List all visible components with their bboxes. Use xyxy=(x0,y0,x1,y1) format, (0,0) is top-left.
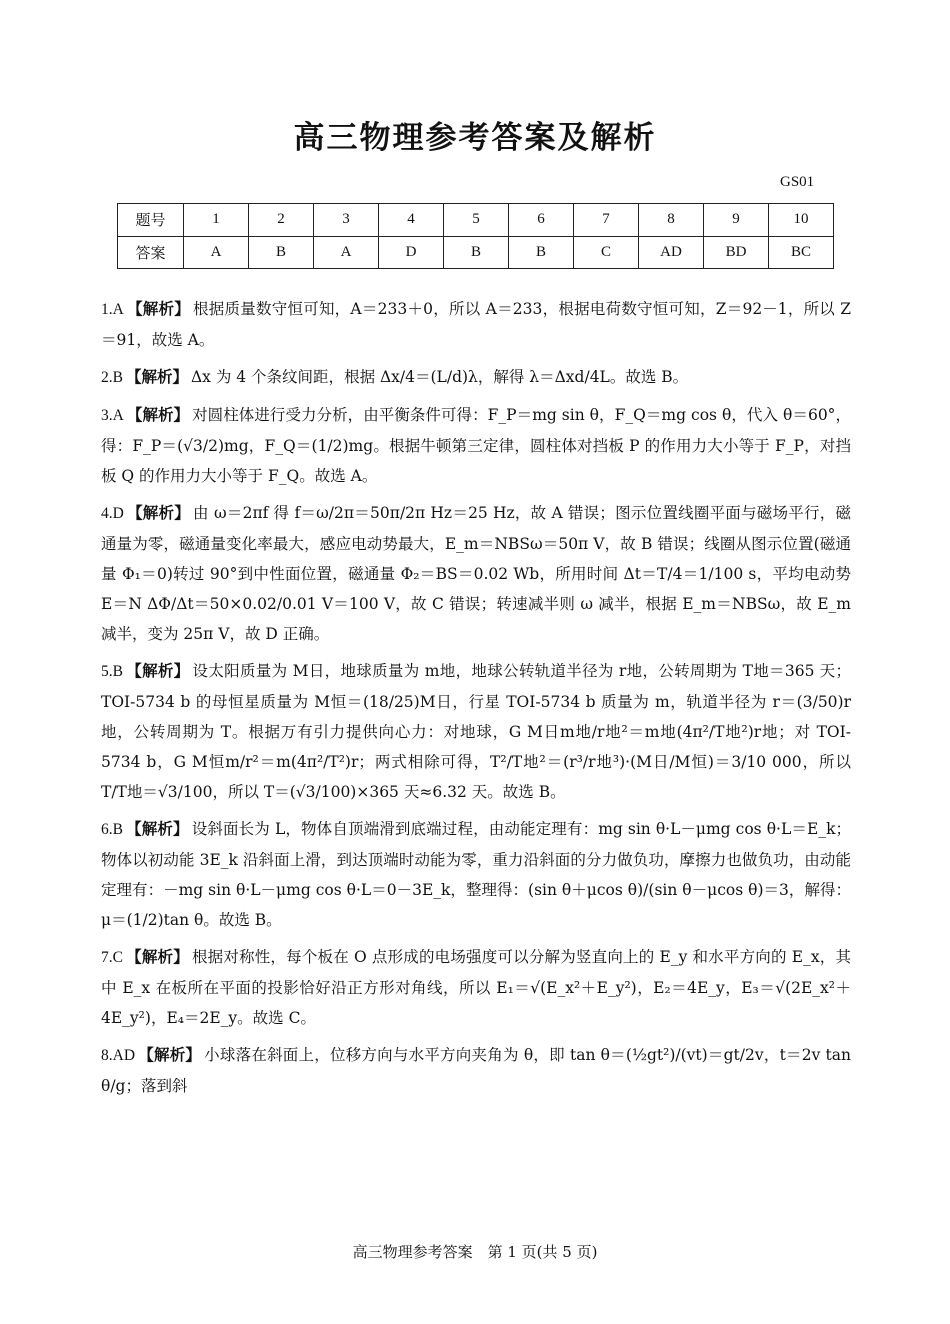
item-tag: 【解析】 xyxy=(126,405,190,424)
explanation-item-5 xyxy=(101,656,851,807)
explanation-item-8 xyxy=(101,1040,851,1101)
item-number: 7.C xyxy=(101,949,123,966)
item-text: 由 ω＝2πf 得 f＝ω/2π＝50π/2π Hz＝25 Hz，故 A 错误；图示位置线圈平面与磁场平行，磁通量为零，磁通量变化率最大，感应电动势最大，E_m＝NBSω＝50π V，故 B 错误；线圈从图示位置(磁通量 Φ₁＝0)转过 90°到中性面位置，磁通量 Φ₂＝BS＝0.02 Wb，所用时间 Δt＝T/4＝1/100 s，平均电动势 E＝N ΔΦ/Δt＝50×0.02/0.01 V＝100 V，故 C 错误；转速减半则 ω 减半，根据 E_m＝NBSω，故 E_m 减半，变为 25π V，故 D 正确。 xyxy=(101,504,851,643)
question-number: 1 xyxy=(184,204,249,237)
item-text: 根据对称性，每个板在 O 点形成的电场强度可以分解为竖直向上的 E_y 和水平方向的 E_x，其中 E_x 在板所在平面的投影恰好沿正方形对角线，所以 E₁＝√(E_x²＋E_y²)，E₂＝4E_y，E₃＝√(2E_x²＋4E_y²)，E₄＝2E_y。故选 C。 xyxy=(101,948,851,1027)
item-text: 对圆柱体进行受力分析，由平衡条件可得：F_P＝mg sin θ，F_Q＝mg cos θ，代入 θ＝60°，得：F_P＝(√3/2)mg，F_Q＝(1/2)mg。根据牛顿第三定律，圆柱体对挡板 P 的作用力大小等于 F_P，对挡板 Q 的作用力大小等于 F_Q。故选 A。 xyxy=(101,406,851,485)
question-number: 8 xyxy=(639,204,704,237)
item-text: 根据质量数守恒可知，A＝233＋0，所以 A＝233，根据电荷数守恒可知，Z＝92－1，所以 Z＝91，故选 A。 xyxy=(101,300,851,349)
answer-cell: BD xyxy=(704,236,769,269)
item-number: 8.AD xyxy=(101,1047,136,1064)
answer-cell: A xyxy=(314,236,379,269)
item-tag: 【解析】 xyxy=(125,819,189,838)
answer-cell: C xyxy=(574,236,639,269)
explanation-item-6 xyxy=(101,814,851,935)
question-number: 9 xyxy=(704,204,769,237)
page-title: 高三物理参考答案及解析 xyxy=(293,120,657,156)
item-number: 1.A xyxy=(101,301,124,318)
explanation-item-4 xyxy=(101,498,851,649)
item-tag: 【解析】 xyxy=(126,503,191,522)
question-number: 7 xyxy=(574,204,639,237)
question-number: 2 xyxy=(249,204,314,237)
explanations xyxy=(101,294,851,1108)
item-number: 2.B xyxy=(101,369,123,386)
explanation-item-1 xyxy=(101,294,851,355)
item-text: 设斜面长为 L，物体自顶端滑到底端过程，由动能定理有：mg sin θ·L－μmg cos θ·L＝E_k；物体以初动能 3E_k 沿斜面上滑，到达顶端时动能为零，重力沿斜面的分力做负功，摩擦力也做负功，由动能定理有：－mg sin θ·L－μmg cos θ·L＝0－3E_k，整理得：(sin θ＋μcos θ)/(sin θ－μcos θ)＝3，解得：μ＝(1/2)tan θ。故选 B。 xyxy=(101,820,851,929)
explanation-item-2 xyxy=(101,362,851,393)
item-number: 3.A xyxy=(101,407,124,424)
item-tag: 【解析】 xyxy=(138,1045,202,1064)
answer-cell: BC xyxy=(769,236,834,269)
item-number: 5.B xyxy=(101,663,123,680)
explanation-item-7 xyxy=(101,942,851,1033)
answer-cell: AD xyxy=(639,236,704,269)
item-tag: 【解析】 xyxy=(125,661,190,680)
row-label-number: 题号 xyxy=(118,204,184,237)
answer-cell: A xyxy=(184,236,249,269)
question-number: 6 xyxy=(509,204,574,237)
table-row-answers xyxy=(118,236,834,269)
answer-cell: B xyxy=(444,236,509,269)
answer-cell: D xyxy=(379,236,444,269)
item-number: 6.B xyxy=(101,821,123,838)
item-text: 小球落在斜面上，位移方向与水平方向夹角为 θ，即 tan θ＝(½gt²)/(vt)＝gt/2v，t＝2v tan θ/g；落到斜 xyxy=(101,1046,851,1095)
item-tag: 【解析】 xyxy=(125,947,189,966)
item-tag: 【解析】 xyxy=(125,367,188,386)
item-text: 设太阳质量为 M日，地球质量为 m地，地球公转轨道半径为 r地，公转周期为 T地＝365 天；TOI-5734 b 的母恒星质量为 M恒＝(18/25)M日，行星 TOI-5734 b 质量为 m，轨道半径为 r＝(3/50)r地，公转周期为 T。根据万有引力提供向心力：对地球，G M日m地/r地²＝m地(4π²/T地²)r地；对 TOI-5734 b，G M恒m/r²＝m(4π²/T²)r；两式相除可得，T²/T地²＝(r³/r地³)·(M日/M恒)＝3/10 000，所以 T/T地＝√3/100，所以 T＝(√3/100)×365 天≈6.32 天。故选 B。 xyxy=(101,662,851,801)
question-number: 5 xyxy=(444,204,509,237)
row-label-answer: 答案 xyxy=(118,236,184,269)
answer-cell: B xyxy=(509,236,574,269)
item-tag: 【解析】 xyxy=(126,299,191,318)
question-number: 3 xyxy=(314,204,379,237)
answer-table xyxy=(117,203,834,269)
question-number: 4 xyxy=(379,204,444,237)
question-number: 10 xyxy=(769,204,834,237)
explanation-item-3 xyxy=(101,400,851,491)
item-number: 4.D xyxy=(101,505,124,522)
answer-cell: B xyxy=(249,236,314,269)
item-text: Δx 为 4 个条纹间距，根据 Δx/4＝(L/d)λ，解得 λ＝Δxd/4L。故选 B。 xyxy=(190,368,689,386)
page-footer: 高三物理参考答案 第 1 页(共 5 页) xyxy=(352,1243,598,1261)
document-code: GS01 xyxy=(780,174,815,190)
table-row-numbers xyxy=(118,204,834,237)
